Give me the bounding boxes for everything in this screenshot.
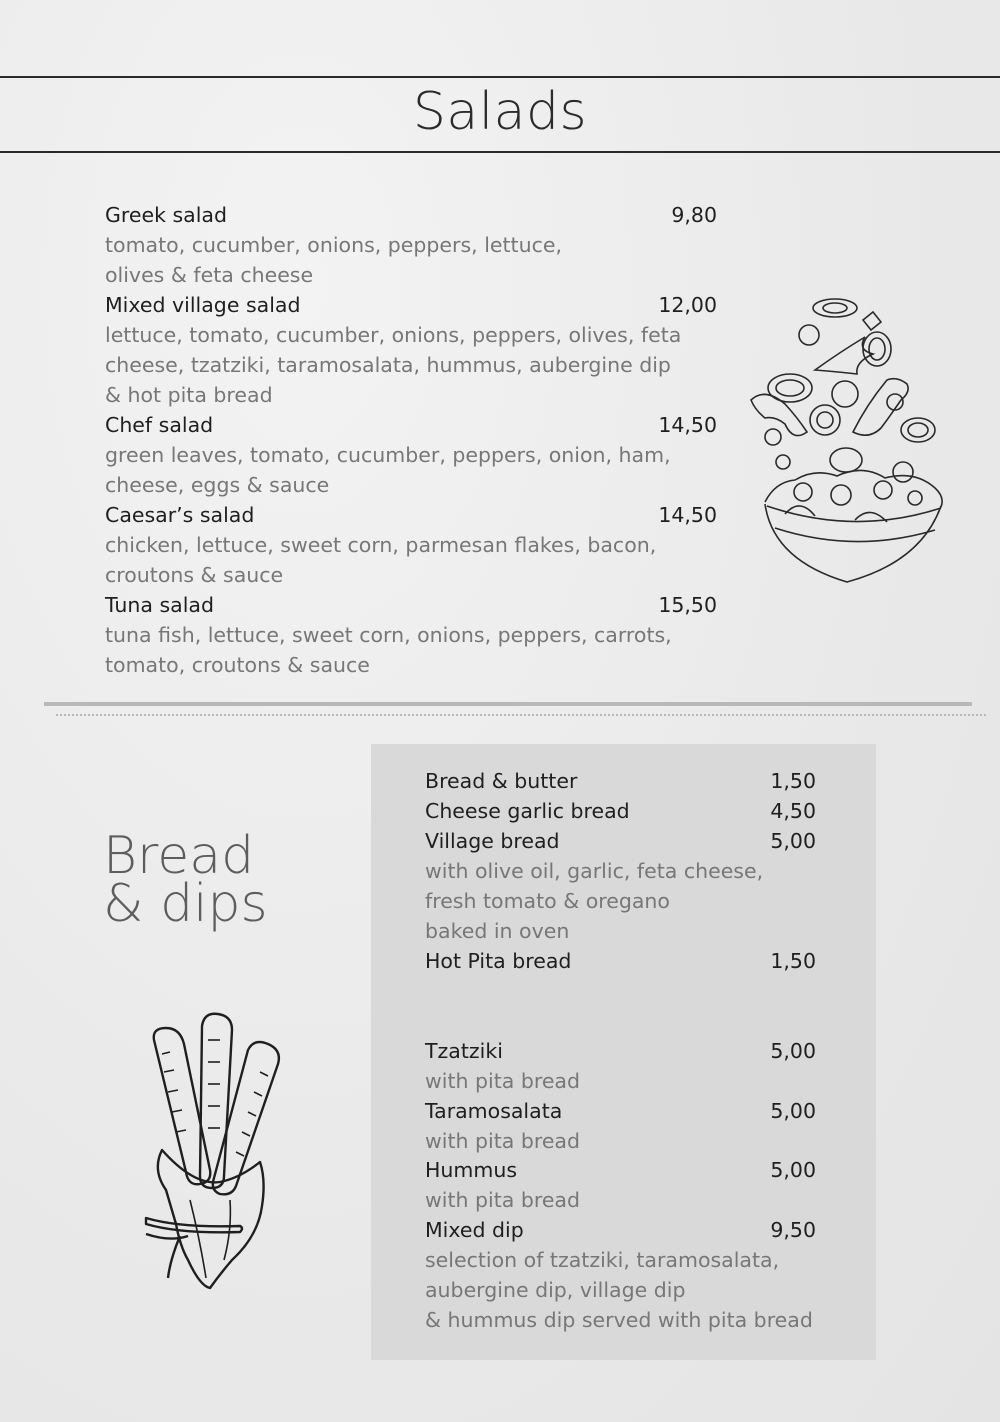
- title-underline: [0, 151, 1000, 153]
- menu-item-name: Greek salad: [105, 203, 227, 227]
- menu-item-name: Chef salad: [105, 413, 214, 437]
- menu-item-description: & hot pita bread: [105, 383, 273, 407]
- menu-item-description: green leaves, tomato, cucumber, peppers, onion, ham,: [105, 443, 671, 467]
- menu-item-description: tomato, cucumber, onions, peppers, lettuce,: [105, 233, 562, 257]
- menu-item-description: tomato, croutons & sauce: [105, 653, 370, 677]
- menu-item-price: 12,00: [658, 293, 717, 317]
- menu-item-name: Tzatziki: [425, 1039, 503, 1063]
- menu-item-price: 1,50: [770, 949, 816, 973]
- page-title: Salads: [412, 82, 588, 142]
- menu-item-description: & hummus dip served with pita bread: [425, 1307, 813, 1332]
- menu-item-name: Mixed village salad: [105, 293, 301, 317]
- menu-item-price: 1,50: [770, 769, 816, 793]
- menu-item-name: Hummus: [425, 1158, 518, 1183]
- menu-item-name: Village bread: [425, 829, 560, 853]
- top-rule: [0, 76, 1000, 78]
- menu-item-description: with pita bread: [425, 1188, 581, 1213]
- menu-item-price: 14,50: [658, 503, 717, 527]
- menu-item-description: with pita bread: [425, 1068, 581, 1093]
- menu-item-price: 5,00: [770, 829, 816, 853]
- menu-item-price: 4,50: [770, 799, 816, 823]
- menu-item-description: fresh tomato & oregano: [425, 889, 670, 913]
- menu-item-name: Cheese garlic bread: [425, 799, 630, 823]
- baguettes-illustration: [140, 1010, 290, 1292]
- dotted-separator: [56, 714, 986, 716]
- menu-item-description: baked in oven: [425, 919, 570, 943]
- menu-item-price: 5,00: [770, 1158, 816, 1183]
- menu-item-price: 5,00: [770, 1098, 816, 1123]
- menu-item-name: Caesar’s salad: [105, 503, 255, 527]
- menu-item-description: lettuce, tomato, cucumber, onions, peppers, olives, feta: [105, 323, 682, 347]
- bread-section-title-line1: Bread: [103, 826, 255, 886]
- menu-item-price: 14,50: [658, 413, 717, 437]
- menu-item-name: Tuna salad: [105, 593, 214, 617]
- salad-bowl-illustration: [745, 292, 950, 592]
- menu-item-description: cheese, tzatziki, taramosalata, hummus, aubergine dip: [105, 353, 671, 377]
- menu-item-description: with pita bread: [425, 1128, 581, 1153]
- menu-item-name: Bread & butter: [425, 769, 578, 793]
- menu-item-description: olives & feta cheese: [105, 263, 314, 287]
- menu-item-name: Mixed dip: [425, 1218, 524, 1243]
- menu-item-description: tuna fish, lettuce, sweet corn, onions, peppers, carrots,: [105, 623, 672, 647]
- menu-item-price: 9,50: [770, 1218, 816, 1243]
- menu-item-description: cheese, eggs & sauce: [105, 473, 330, 497]
- menu-item-price: 5,00: [770, 1039, 816, 1063]
- menu-item-description: chicken, lettuce, sweet corn, parmesan flakes, bacon,: [105, 533, 657, 557]
- menu-item-description: aubergine dip, village dip: [425, 1277, 686, 1302]
- menu-item-price: 15,50: [658, 593, 717, 617]
- section-separator: [44, 702, 972, 706]
- menu-item-description: selection of tzatziki, taramosalata,: [425, 1247, 780, 1272]
- menu-item-description: with olive oil, garlic, feta cheese,: [425, 859, 764, 883]
- menu-item-description: croutons & sauce: [105, 563, 284, 587]
- menu-item-name: Hot Pita bread: [425, 949, 572, 973]
- bread-section-title-line2: & dips: [103, 874, 268, 934]
- menu-item-price: 9,80: [671, 203, 717, 227]
- menu-item-name: Taramosalata: [425, 1098, 563, 1123]
